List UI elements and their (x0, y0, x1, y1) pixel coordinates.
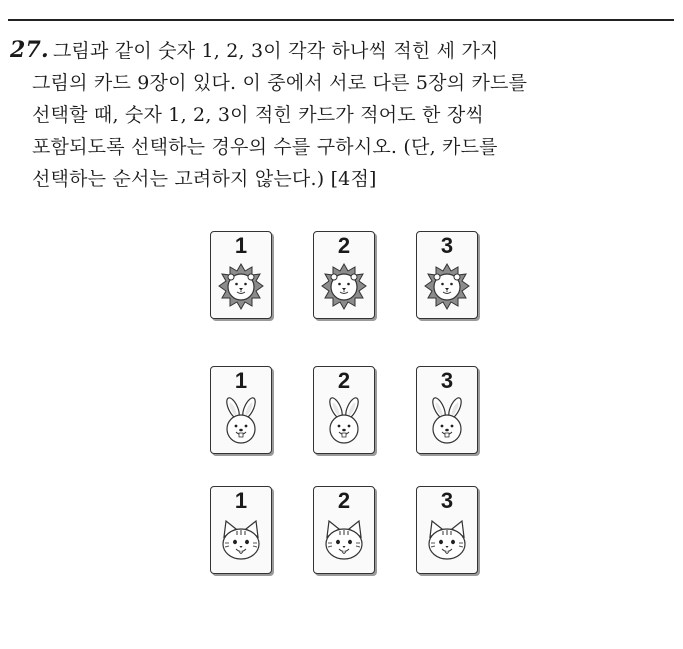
card-number: 2 (337, 233, 351, 258)
card-rabbit-1 (210, 366, 272, 454)
card-lion-1 (210, 231, 272, 319)
problem-text-1: 그림과 같이 숫자 1, 2, 3이 각각 하나씩 적힌 세 가지 (52, 40, 499, 62)
card-cat-1 (210, 486, 272, 574)
card-rabbit-3 (416, 366, 478, 454)
rabbit-icon (319, 397, 369, 447)
card-lion-3 (416, 231, 478, 319)
cat-icon (216, 517, 266, 567)
rabbit-icon (216, 397, 266, 447)
card-number: 2 (337, 368, 351, 393)
card-number: 3 (440, 233, 454, 258)
lion-icon (216, 262, 266, 312)
problem-number: 27. (10, 37, 49, 63)
cat-icon (422, 517, 472, 567)
card-cat-3 (416, 486, 478, 574)
card-rabbit-2 (313, 366, 375, 454)
problem-line-2: 그림의 카드 9장이 있다. 이 중에서 서로 다른 5장의 카드를 (32, 72, 528, 94)
card-number: 3 (440, 368, 454, 393)
lion-icon (319, 262, 369, 312)
card-cat-2 (313, 486, 375, 574)
card-number: 1 (234, 233, 248, 258)
problem-line-5: 선택하는 순서는 고려하지 않는다.) [4점] (32, 168, 377, 190)
card-number: 2 (337, 488, 351, 513)
card-lion-2 (313, 231, 375, 319)
cat-icon (319, 517, 369, 567)
problem-line-3: 선택할 때, 숫자 1, 2, 3이 적힌 카드가 적어도 한 장씩 (32, 104, 484, 126)
card-number: 1 (234, 368, 248, 393)
problem-line-4: 포함되도록 선택하는 경우의 수를 구하시오. (단, 카드를 (32, 136, 498, 158)
lion-icon (422, 262, 472, 312)
rabbit-icon (422, 397, 472, 447)
card-number: 1 (234, 488, 248, 513)
card-number: 3 (440, 488, 454, 513)
